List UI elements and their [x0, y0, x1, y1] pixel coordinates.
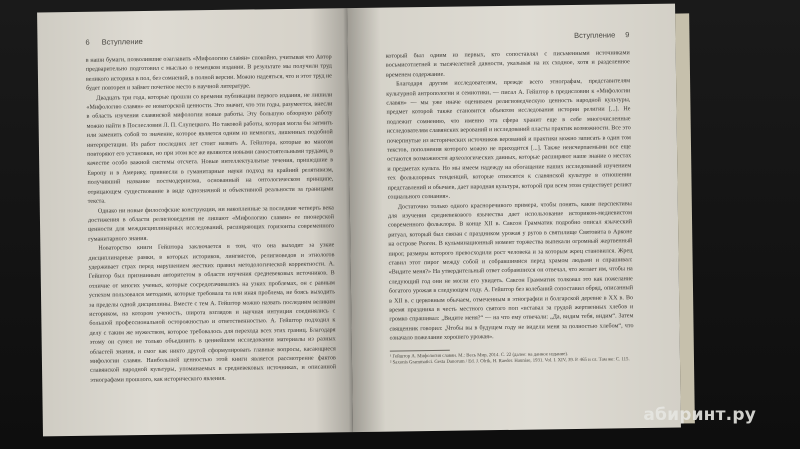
- footnote-divider: [390, 349, 450, 351]
- right-paragraph: который был одним из первых, кто сопоставлял с письменными источниками восьмисотлетней и тысячелетней давности, указывая на их сходное, хотя и разделенное временем содержание.: [385, 50, 630, 79]
- open-book: [37, 4, 681, 437]
- right-page-text: [386, 49, 634, 344]
- right-paragraph: Достаточно только одного красноречивого примера, чтобы понять, какие перспективы для изучения средневекового язычества дает использование историком-медиевистом современного фольклора. В конце XII в. Саксон Грамматик подробно описал языческий ритуал, который был связан с праздником урожая у ругов в святилище Святовита в Арконе на острове Рюген. В кульминационный момент торжества выпекали огромный жертвенный пирог, размеры которого превосходили рост человека и за которым жрец становился. Жрец ставил этот пирог между собой и собравшимися перед храмом людьми и спрашивал: «Видите меня?» На утвердительный ответ собравшихся он отвечал, что желает им, чтобы на следующий год они не могли его увидеть. Саксон Грамматик толковал это как пожелание богатого урожая в следующем году. А. Гейштор без колебаний сопоставил обряд, описанный в XII в. с церковным обычаем, отмеченным в этнографии и болгарской деревне в ХХ в. Во время праздника в честь местного святого поп «вставал за грудой жертвенных хлебов и громко спрашивал: „Видите меня?“ — на что ему отвечали: „Да, видим тебя, видим“. Затем священник говорил: „Чтобы вы в будущем году не видели меня за полностью хлебом“, что означало пожелание хорошего урожая».: [387, 200, 634, 342]
- left-paragraph: Однако ни новые философские конструкции, ни накопленные за последние четверть века достижения в области религиоведения не лишают «Мифологию славян» ее пионерской ценности для междисциплинарных исследований, расширяющих горизонты современного гуманитарного знания.: [87, 204, 335, 243]
- right-paragraph: Благодаря другим исследователям, прежде всего этнографам, представителям культурной антропологии и семиотики, — писал А. Гейштор в предисловии к «Мифологии славян» — мы уже иначе оцениваем религиоведческую ценность народной культуры, предмет которой также становится объектом исследования истории религии [...]. Не подлежит сомнению, что именно эта сфера хранит еще в себе многочисленные исследователям славянских верований и исследований пласты практик возможности. Все это почерпнутые из исторических источников верований и практики можно записать в один том текстов, пополнения которого можно не приходится [...]. Также неисчерпаемыми все еще остаются возможности археологических данных, которые расширяют наше знание о местах и предметах культа. Но мы имеем надежду на обогащение наших исследований изучением тех фольклорных тенденций, которые относятся к славянской культуре в отношении представлений и обычаев, дает народная культура, которой при всем этом существует реликт социального сознания».: [386, 78, 632, 201]
- right-page-number: 9: [625, 30, 630, 40]
- watermark-logo: абиринт.ру: [643, 405, 756, 425]
- footnote: ² Saxonis Grammatici. Gesta Danorum / Ed. J. Olrik, H. Raeder. Hauniae, 1931. Vol. I. XIV, 39. P. 465 и сл. Там же: С. 115.: [389, 357, 630, 366]
- left-paragraph: Двадцать три года, которые прошли со времени публикации первого издания, не лишили «Мифологию славян» ее новаторской ценности. Это значит, что эти годы, разумеется, внесли в область изучения славянской мифологии новые работы. Эту большую обзорную работу можно найти в Послесловии Л. П. Слупецкого. Но таковой работы, которая могла бы затмить или заменить собой то значение, которое является одним из немногих, лишенных подобной интерпретации. Из работ последних лет стоит назвать А. Гейштора, которые во многом повторяют его установки, но при этом все же являются новыми самостоятельными трудами, в качестве особо важной системы отсчета. Новые интеллектуальные течения, пришедшие в Европу и в Америку, привнесли в гуманитарные науки подход на крайний релятивизм, получивший название постмодернизма, основанный на онтологическом принципе, отрицающем существование в виде однозначной и объективной реальности за границами текста.: [86, 91, 334, 205]
- right-page: [347, 4, 681, 433]
- left-page-number: 6: [85, 37, 90, 47]
- left-page-header: [85, 34, 331, 46]
- left-page: [37, 8, 353, 436]
- right-page-header: [385, 30, 629, 42]
- footnote: ¹ Гейштор А. Мифология славян. М.: Весь Мир, 2014. С. 22 (далее: на данное издание).: [389, 351, 569, 360]
- left-page-text: [86, 53, 337, 386]
- left-paragraph: Новаторство книги Гейштора заключается в том, что она выходит за узкие дисциплинарные рамки, в которых историков, лингвистов, религиоведов и этнологов удерживает страх перед нарушением жестких правил методологической корректности. А. Гейштор был признанным авторитетом в области изучения средневековых источников. В отличие от многих ученых, которые сосредотачивались на узких проблемах, он с равным успехом пользовался методами, которые требовала та или иная проблема, не боясь выходить за пределы одной дисциплины. Вместе с тем А. Гейштор можно назвать последним великим историком, на котором ученость, широта взглядов и научная интуиция соединялись с большой профессиональной осторожностью и ответственностью. А. Гейштор подходил к делу с таким же мужеством, которое требовалось для перехода всех этих границ. Благодаря этому он сумел не только объединить в ценнейшем исследовании материалы из разных областей знания, и смог как никто другой сформулировать главные вопросы, касающиеся мифологии славян. Наибольшей ценностью этой книги является рассмотрение фактов славянской народной культуры, упоминаемых в средневековых источниках, и описанной этнографами прошлого, как исторического явления.: [88, 242, 337, 384]
- left-paragraph: в наши бумаги, позволившие озаглавить «Мифологию славян» спокойно, учитывая что Автор предварительно подготовил с мыслью о немецком издании. В результате мы получили труд великого историка в пол, без сомнений, в полной версии. Можно надеяться, что и этот труд не будет повторен и займет почетное место в научной литературе.: [85, 54, 333, 93]
- right-running-head: Вступление: [574, 30, 616, 40]
- left-running-head: Вступление: [101, 37, 143, 47]
